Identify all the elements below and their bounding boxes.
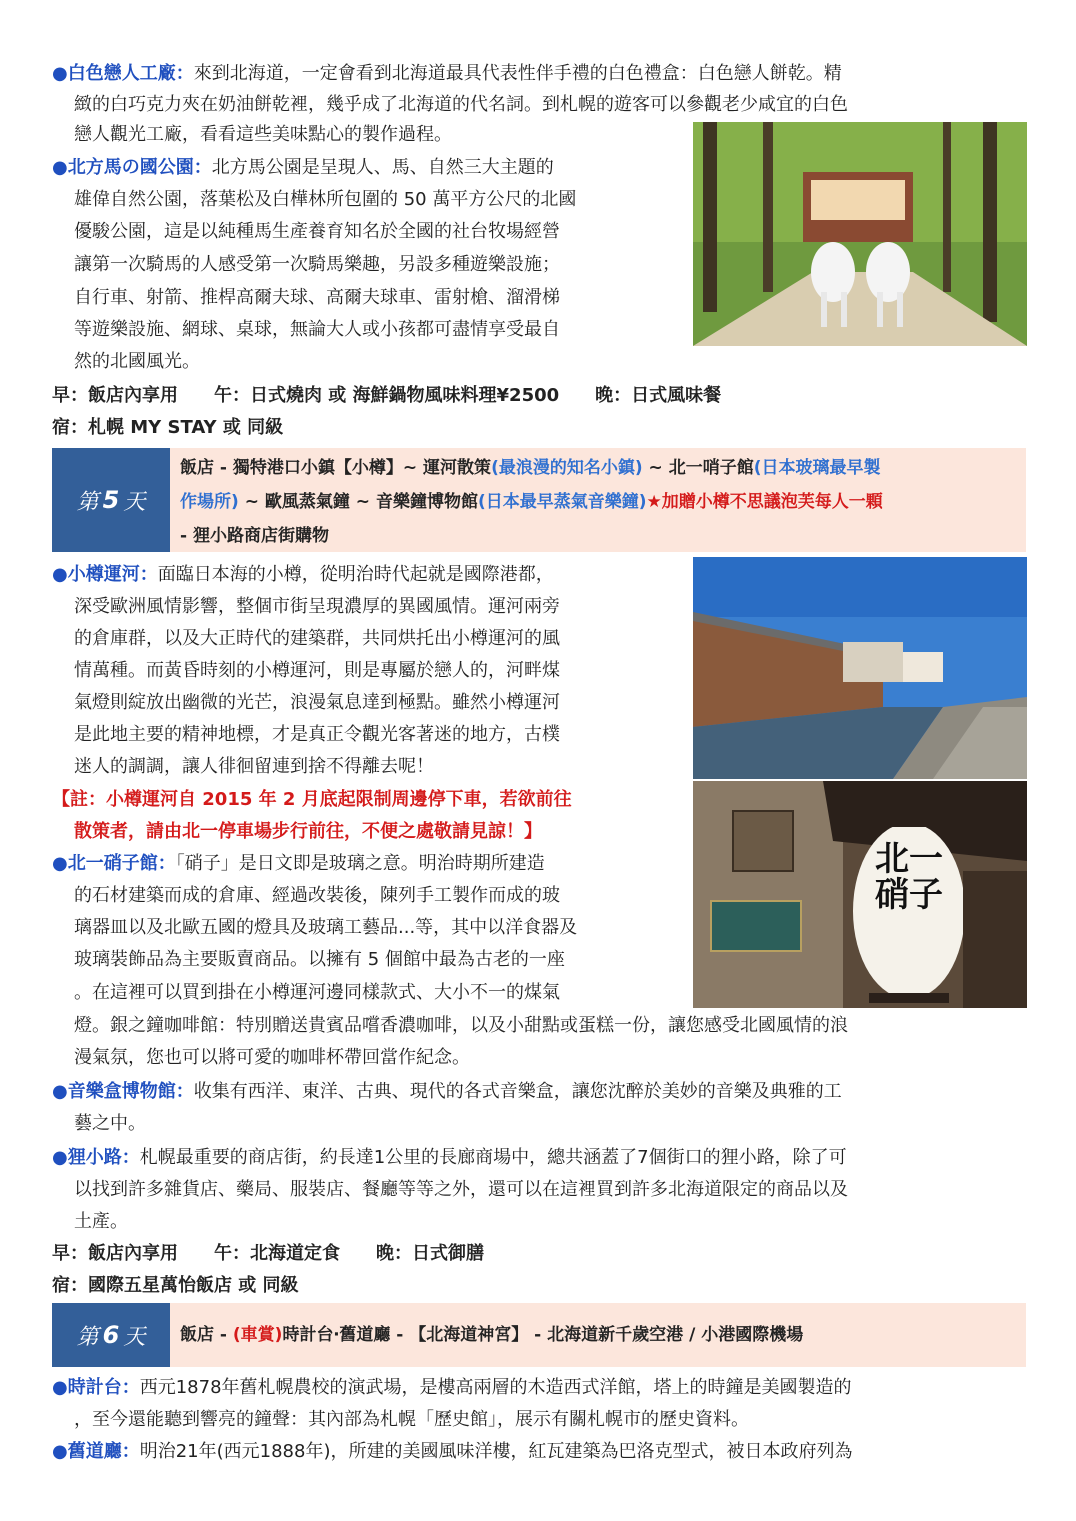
day5-label xyxy=(52,448,170,552)
route: 飯店 - xyxy=(180,1325,233,1345)
route: 時計台‧舊道廳 - 【北海道神宮】 - 北海道新千歲空港 / 小港國際機場 xyxy=(282,1325,804,1345)
white-lover-factory-line1 xyxy=(52,62,842,86)
bullet-title: ●北方馬の國公園： xyxy=(52,157,212,178)
kitaichi-glass-photo xyxy=(693,781,1027,1008)
day5-meals: 早：飯店內享用 午：北海道定食 晚：日式御膳 xyxy=(52,1243,484,1264)
text: 收集有西洋、東洋、古典、現代的各式音樂盒，讓您沈醉於美妙的音樂及典雅的工 xyxy=(193,1081,842,1102)
otaru-note-line1: 【註：小樽運河自 2015 年 2 月底起限制周邊停下車，若欲前往 xyxy=(52,789,572,810)
text-line: 璃器皿以及北歐五國的燈具及玻璃工藝品...等，其中以洋食器及 xyxy=(74,917,578,938)
gift-note: ★加贈小樽不思議泡芙每人一顆 xyxy=(646,492,883,512)
text-line: 然的北國風光。 xyxy=(74,351,200,372)
text-line: 。在這裡可以買到掛在小樽運河邊同樣款式、大小不一的煤氣 xyxy=(74,982,560,1003)
text-line: 是此地主要的精神地標，才是真正令觀光客著迷的地方，古樸 xyxy=(74,724,560,745)
bullet-title: ●時計台： xyxy=(52,1377,140,1398)
route-note: (日本玻璃最早製 xyxy=(753,458,881,478)
text-line: 雄偉自然公園，落葉松及白樺林所包圍的 50 萬平方公尺的北國 xyxy=(74,189,577,210)
route: ~ 北一哨子館 xyxy=(642,458,754,478)
text-line: 緻的白巧克力夾在奶油餅乾裡，幾乎成了北海道的代名詞。到札幌的遊客可以參觀老少咸宜的白色 xyxy=(74,94,848,115)
day5-stay: 宿：國際五星萬怡飯店 或 同級 xyxy=(52,1275,299,1296)
route: 飯店 - 獨特港口小鎮【小樽】~ 運河散策 xyxy=(180,458,492,478)
day-prefix: 第 xyxy=(76,1324,99,1350)
text-line: 藝之中。 xyxy=(74,1113,146,1134)
route-note: 作場所) xyxy=(180,492,239,512)
northern-horse-park-line1 xyxy=(52,156,554,180)
text: 明治21年(西元1888年)，所建的美國風味洋樓，紅瓦建築為巴洛克型式，被日本政府列為 xyxy=(139,1441,853,1462)
bullet-title: ●狸小路： xyxy=(52,1147,140,1168)
text-line: 的石材建築而成的倉庫、經過改裝後，陳列手工製作而成的玻 xyxy=(74,885,560,906)
day6-label xyxy=(52,1303,170,1367)
music-box-museum-line1 xyxy=(52,1080,842,1104)
text-line: 的倉庫群，以及大正時代的建築群，共同烘托出小樽運河的風 xyxy=(74,628,560,649)
tanukikoji-line1 xyxy=(52,1146,847,1170)
route: ~ 歐風蒸氣鐘 ~ 音樂鐘博物館 xyxy=(238,492,478,512)
text-line: 漫氣氛，您也可以將可愛的咖啡杯帶回當作紀念。 xyxy=(74,1047,470,1068)
text-line: 玻璃裝飾品為主要販賣商品。以擁有 5 個館中最為古老的一座 xyxy=(74,949,565,970)
text: 札幌最重要的商店街，約長達1公里的長廊商場中，總共涵蓋了7個街口的狸小路，除了可 xyxy=(139,1147,847,1168)
bullet-title: ●白色戀人工廠： xyxy=(52,63,194,84)
route-note: (車賞) xyxy=(232,1325,283,1345)
text: 「硝子」是日文即是玻璃之意。明治時期所建造 xyxy=(175,853,545,874)
bullet-title: ●舊道廳： xyxy=(52,1441,140,1462)
text-line: 自行車、射箭、推桿高爾夫球、高爾夫球車、雷射槍、溜滑梯 xyxy=(74,287,560,308)
text-line: 讓第一次騎馬的人感受第一次騎馬樂趣，另設多種遊樂設施； xyxy=(74,254,560,275)
kitaichi-glass-line1 xyxy=(52,852,545,876)
route-note: (最浪漫的知名小鎮) xyxy=(491,458,643,478)
day5-header xyxy=(52,448,1026,552)
day5-route-line1 xyxy=(180,456,880,480)
route-note: (日本最早蒸氣音樂鐘) xyxy=(477,492,647,512)
text-line: 迷人的調調，讓人徘徊留連到捨不得離去呢！ xyxy=(74,756,434,777)
text-line: 等遊樂設施、網球、桌球，無論大人或小孩都可盡情享受最自 xyxy=(74,319,560,340)
text-line: ，至今還能聽到響亮的鐘聲：其內部為札幌「歷史館」，展示有關札幌市的歷史資料。 xyxy=(74,1409,749,1430)
day-number: 6 xyxy=(102,1321,120,1349)
otaru-canal-photo xyxy=(693,557,1027,779)
text: 面臨日本海的小樽，從明治時代起就是國際港都， xyxy=(157,564,554,585)
old-government-line1 xyxy=(52,1440,852,1464)
day4-stay: 宿：札幌 MY STAY 或 同級 xyxy=(52,417,284,438)
lantern-sign-text: 北一硝子 xyxy=(875,839,943,915)
otaru-canal-line1 xyxy=(52,563,554,587)
text-line: 情萬種。而黃昏時刻的小樽運河，則是專屬於戀人的，河畔煤 xyxy=(74,660,560,681)
day-suffix: 天 xyxy=(123,489,146,515)
bullet-title: ●北一硝子館： xyxy=(52,853,176,874)
day6-route xyxy=(180,1323,803,1347)
text-line: 以找到許多雜貨店、藥局、服裝店、餐廳等等之外，還可以在這裡買到許多北海道限定的商品以及 xyxy=(74,1179,848,1200)
text-line: 氣燈則綻放出幽微的光芒，浪漫氣息達到極點。雖然小樽運河 xyxy=(74,692,560,713)
bullet-title: ●小樽運河： xyxy=(52,564,158,585)
text: 西元1878年舊札幌農校的演武場，是樓高兩層的木造西式洋館，塔上的時鐘是美國製造的 xyxy=(139,1377,852,1398)
day5-route-line2 xyxy=(180,490,883,514)
day5-route-line3: - 狸小路商店街購物 xyxy=(180,526,329,546)
day6-header xyxy=(52,1303,1026,1367)
otaru-note-line2: 散策者，請由北一停車場步行前往，不便之處敬請見諒！】 xyxy=(74,821,542,842)
text-line: 燈。銀之鐘咖啡館：特別贈送貴賓品嚐香濃咖啡，以及小甜點或蛋糕一份，讓您感受北國風情的浪 xyxy=(74,1015,848,1036)
text: 來到北海道，一定會看到北海道最具代表性伴手禮的白色禮盒：白色戀人餅乾。精 xyxy=(193,63,842,84)
horse-carriage-photo xyxy=(693,122,1027,346)
text-line: 優駿公園，這是以純種馬生產養育知名於全國的社台牧場經營 xyxy=(74,221,560,242)
text: 北方馬公園是呈現人、馬、自然三大主題的 xyxy=(211,157,554,178)
day-prefix: 第 xyxy=(76,489,99,515)
day-suffix: 天 xyxy=(123,1324,146,1350)
text-line: 戀人觀光工廠，看看這些美味點心的製作過程。 xyxy=(74,124,452,145)
clock-tower-line1 xyxy=(52,1376,852,1400)
text-line: 土產。 xyxy=(74,1211,128,1232)
bullet-title: ●音樂盒博物館： xyxy=(52,1081,194,1102)
text-line: 深受歐洲風情影響，整個市街呈現濃厚的異國風情。運河兩旁 xyxy=(74,596,560,617)
day4-meals: 早：飯店內享用 午：日式燒肉 或 海鮮鍋物風味料理¥2500 晚：日式風味餐 xyxy=(52,385,722,406)
day-number: 5 xyxy=(102,486,120,514)
